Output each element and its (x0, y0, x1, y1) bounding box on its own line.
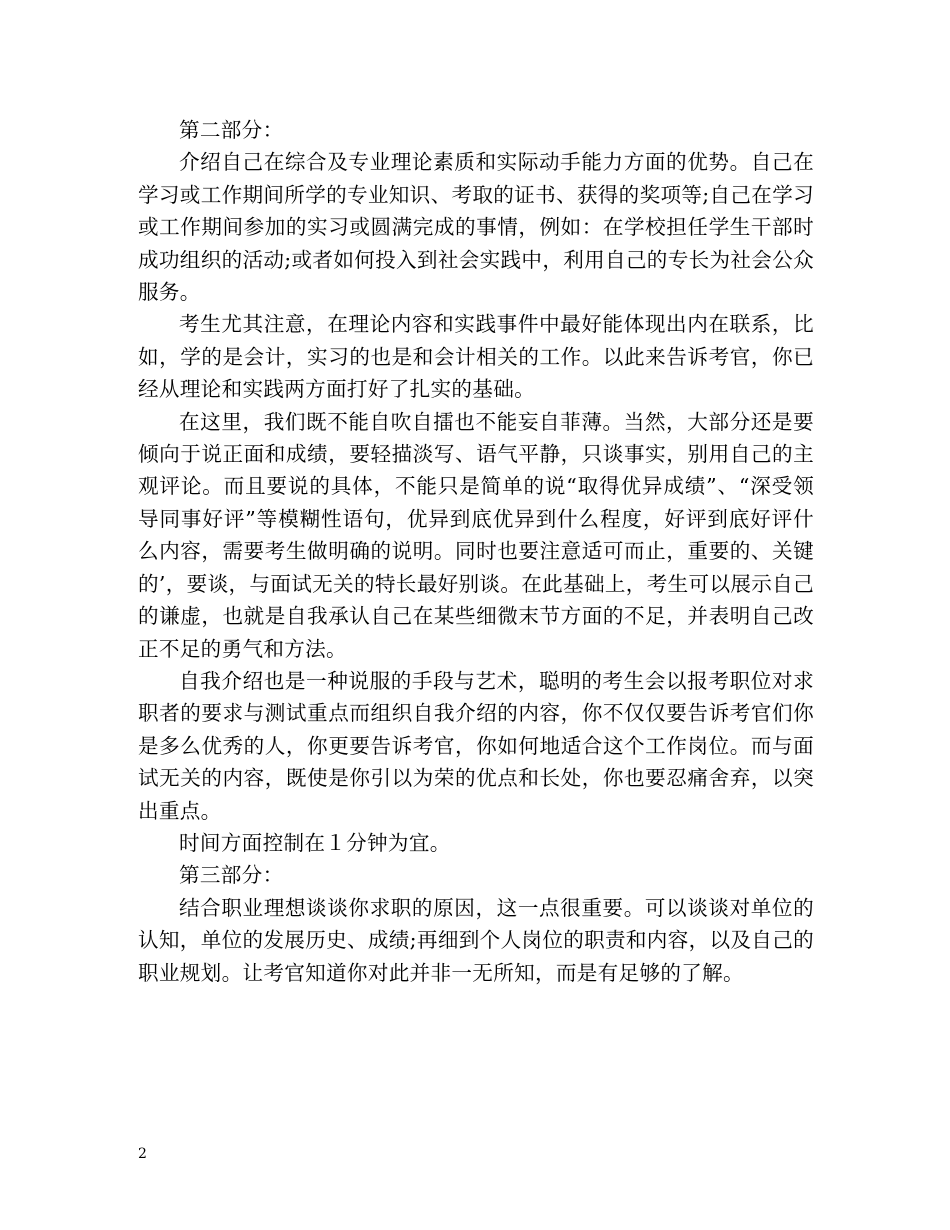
paragraph-modesty: 在这里，我们既不能自吹自擂也不能妄自菲薄。当然，大部分还是要倾向于说正面和成绩，要轻描淡写、语气平静，只谈事实，别用自己的主观评论。而且要说的具体，不能只是简单的说“取得优异成绩”、“深受领导同事好评”等模糊性语句，优异到底优异到什么程度，好评到底好评什么内容，需要考生做明确的说明。同时也要注意适可而止，重要的、关键的’，要谈，与面试无关的特长最好别谈。在此基础上，考生可以展示自己的谦虚，也就是自我承认自己在某些细微末节方面的不足，并表明自己改正不足的勇气和方法。 (138, 409, 814, 661)
paragraph-career-reason: 结合职业理想谈谈你求职的原因，这一点很重要。可以谈谈对单位的认知，单位的发展历史、成绩;再细到个人岗位的职责和内容，以及自己的职业规划。让考官知道你对此并非一无所知，而是有足够的了解。 (138, 895, 814, 985)
paragraph-time-limit: 时间方面控制在１分钟为宜。 (179, 830, 451, 855)
paragraph-persuasion: 自我介绍也是一种说服的手段与艺术，聪明的考生会以报考职位对求职者的要求与测试重点而组织自我介绍的内容，你不仅仅要告诉考官们你是多么优秀的人，你更要告诉考官，你如何地适合这个工作岗位。而与面试无关的内容，既使是你引以为荣的优点和长处，你也要忍痛舍弃，以突出重点。 (138, 668, 814, 823)
page-number: 2 (138, 1146, 147, 1162)
section-heading-part-two: 第二部分： (179, 118, 284, 142)
paragraph-advantages: 介绍自己在综合及专业理论素质和实际动手能力方面的优势。自己在学习或工作期间所学的专业知识、考取的证书、获得的奖项等;自己在学习或工作期间参加的实习或圆满完成的事情，例如：在学校担任学生干部时成功组织的活动;或者如何投入到社会实践中，利用自己的专长为社会公众服务。 (138, 150, 814, 305)
document-body (138, 114, 814, 989)
section-heading-part-three: 第三部分： (179, 863, 284, 888)
paragraph-theory-practice: 考生尤其注意，在理论内容和实践事件中最好能体现出内在联系，比如，学的是会计，实习的也是和会计相关的工作。以此来告诉考官，你已经从理论和实践两方面打好了扎实的基础。 (138, 312, 814, 402)
